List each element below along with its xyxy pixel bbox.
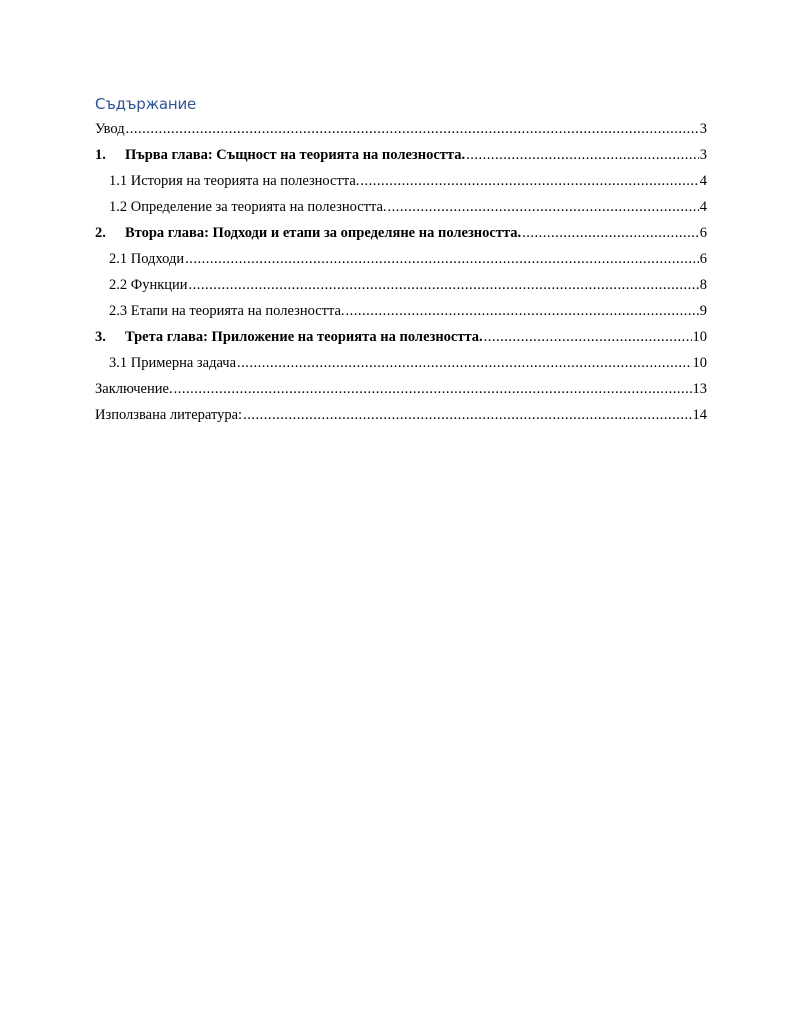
toc-page-number: 10: [692, 329, 707, 345]
toc-entry-section-2-1[interactable]: [95, 248, 707, 274]
toc-entry-section-1-2[interactable]: [95, 196, 707, 222]
toc-entry-title: Увод: [95, 121, 125, 137]
toc-page-number: 4: [699, 173, 707, 189]
dot-leader: [388, 196, 699, 218]
toc-heading: Съдържание: [95, 95, 197, 113]
toc-entry-chapter-2[interactable]: [95, 222, 707, 248]
dot-leader: [243, 404, 691, 426]
dot-leader: [466, 144, 699, 166]
toc-page-number: 3: [699, 147, 707, 163]
toc-page-number: 3: [699, 121, 707, 137]
toc-entry-section-2-2[interactable]: [95, 274, 707, 300]
dot-leader: [126, 118, 699, 140]
toc-page-number: 4: [699, 199, 707, 215]
toc-page-number: 6: [699, 251, 707, 267]
toc-page-number: 14: [692, 407, 707, 423]
toc-entry-chapter-1[interactable]: [95, 144, 707, 170]
toc-entry-title: 2.1 Подходи: [109, 251, 185, 267]
toc-entry-section-3-1[interactable]: [95, 352, 707, 378]
dot-leader: [174, 378, 692, 400]
toc-entry-title: 2.3 Етапи на теорията на полезността.: [109, 303, 345, 319]
toc-entry-chapter-3[interactable]: [95, 326, 707, 352]
dot-leader: [522, 222, 699, 244]
toc-entry-title: Използвана литература:: [95, 407, 243, 423]
toc-entry-intro[interactable]: [95, 118, 707, 144]
dot-leader: [189, 274, 699, 296]
toc-entry-title: Трета глава: Приложение на теорията на полезността.: [125, 329, 483, 345]
toc-entry-section-2-3[interactable]: [95, 300, 707, 326]
dot-leader: [484, 326, 692, 348]
dot-leader: [346, 300, 699, 322]
toc-entry-title: 3.1 Примерна задача: [109, 355, 237, 371]
toc-chapter-number: 2.: [95, 225, 106, 241]
toc-chapter-number: 1.: [95, 147, 106, 163]
table-of-contents: [95, 118, 707, 430]
dot-leader: [360, 170, 698, 192]
toc-entry-title: Първа глава: Същност на теорията на полезността.: [125, 147, 466, 163]
toc-entry-section-1-1[interactable]: [95, 170, 707, 196]
toc-page-number: 8: [699, 277, 707, 293]
toc-entry-title: 1.2 Определение за теорията на полезността.: [109, 199, 387, 215]
toc-entry-title: 1.1 История на теорията на полезността.: [109, 173, 360, 189]
dot-leader: [237, 352, 691, 374]
toc-page-number: 13: [692, 381, 707, 397]
toc-page-number: 10: [692, 355, 707, 371]
toc-chapter-number: 3.: [95, 329, 106, 345]
toc-entry-conclusion[interactable]: [95, 378, 707, 404]
toc-page-number: 9: [699, 303, 707, 319]
toc-entry-references[interactable]: [95, 404, 707, 430]
toc-entry-title: 2.2 Функции: [109, 277, 188, 293]
toc-entry-title: Заключение.: [95, 381, 173, 397]
toc-entry-title: Втора глава: Подходи и етапи за определяне на полезността.: [125, 225, 522, 241]
dot-leader: [185, 248, 699, 270]
toc-page-number: 6: [699, 225, 707, 241]
